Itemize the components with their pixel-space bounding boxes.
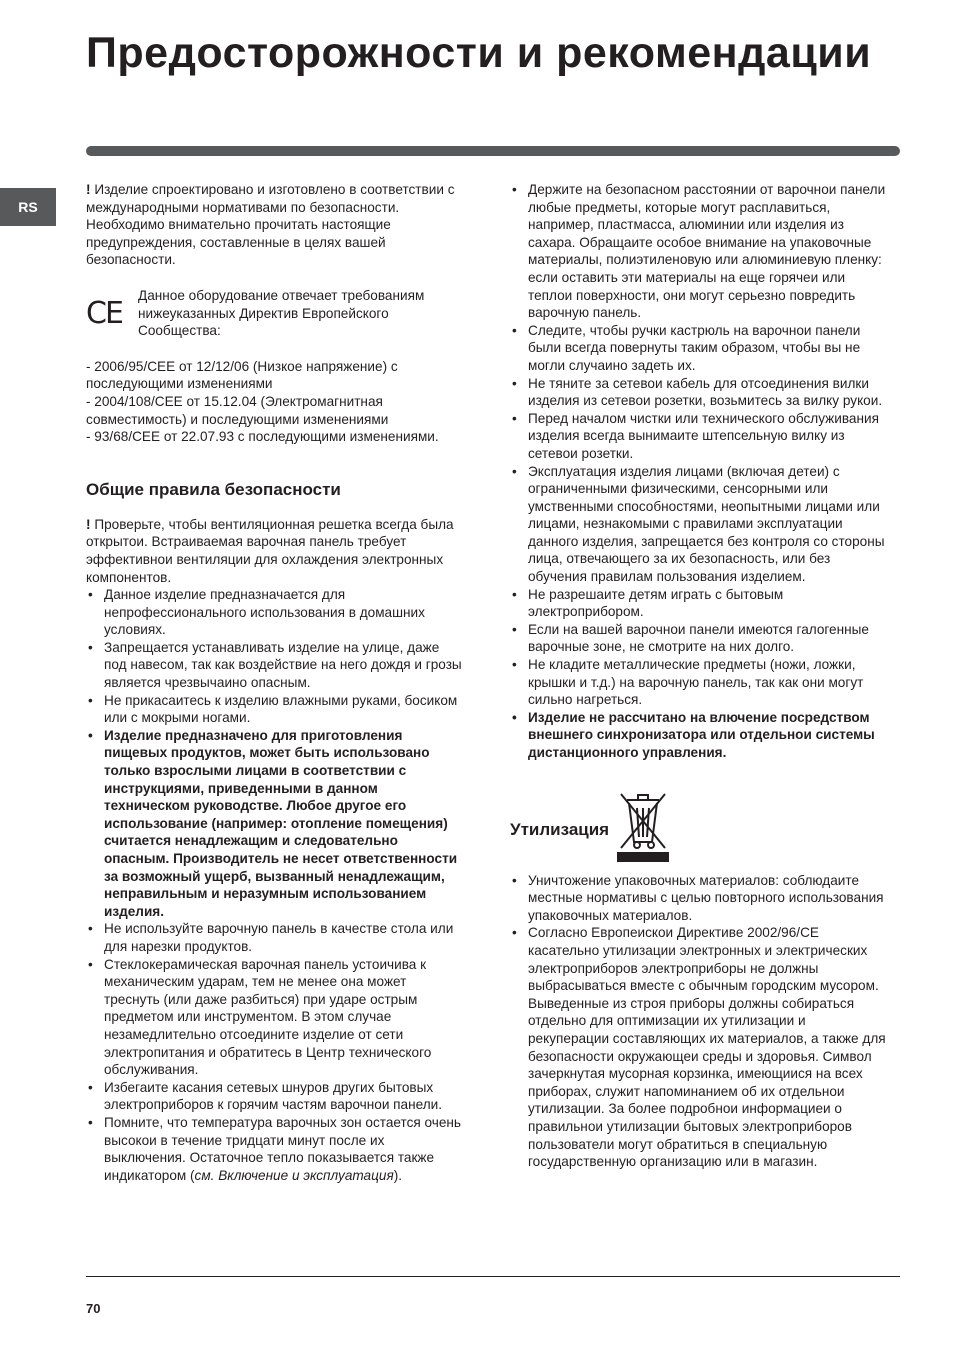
ventilation-text: Проверьте, чтобы вентиляционная решетка всегда была открытои. Встраиваемая варочная панель требует эффективнои вентиляции для охлаждения электронных компонентов.	[86, 516, 454, 585]
page-title: Предосторожности и рекомендации	[86, 29, 872, 77]
list-item: • Не прикасаитесь к изделию влажными руками, босиком или с мокрыми ногами.	[86, 692, 462, 727]
list-item: • Уничтожение упаковочных материалов: соблюдаите местные нормативы с целью повторного использования упаковочных материалов.	[510, 872, 888, 925]
list-item: • Следите, чтобы ручки кастрюль на варочнои панели были всегда повернуты таким образом, чтобы вы не могли случаино задеть их.	[510, 322, 888, 375]
cross-reference: см. Включение и эксплуатация	[194, 1167, 394, 1183]
right-column	[510, 181, 888, 1171]
title-underline	[86, 146, 900, 156]
ce-text: Данное оборудование отвечает требованиям нижеуказанных Директив Европейского Сообщества:	[138, 287, 425, 339]
safety-list	[86, 586, 462, 1184]
list-item: • Согласно Европеискои Директиве 2002/96/CE касательно утилизации электронных и электрических электроприборов электроприборы не должны выбрасываться вместе с обычным городским мусором. Выведенные из строя приборы должны собираться отдельно для оптимизации их утилизации и рекуперации составляющих их материалов, а также для безопасности окружающеи среды и здоровья. Символ зачеркнутая мусорная корзинка, имеющиися на всех приборах, служит напоминанием об их отдельнои утилизации. За более подробнои информациеи о правильнои утилизации бытовых электроприборов пользователи могут обратиться в специальную государственную организацию или в магазин.	[510, 924, 888, 1170]
language-tab: RS	[0, 188, 56, 226]
list-item: • Стеклокерамическая варочная панель устоичива к механическим ударам, тем не менее она может треснуть (или даже разбиться) при ударе острым предметом или инструментом. В этом случае незамедлительно отсоедините изделие от сети электропитания и обратитесь в Центр технического обслуживания.	[86, 956, 462, 1079]
list-item: • Данное изделие предназначается для непрофессионального использования в домашних условиях.	[86, 586, 462, 639]
list-item: • Не кладите металлические предметы (ножи, ложки, крышки и т.д.) на варочную панель, так как они могут сильно нагреться.	[510, 656, 888, 709]
warning-mark: !	[86, 516, 91, 532]
section-title-disposal: Утилизация	[510, 819, 610, 839]
directives-list	[86, 358, 462, 446]
warning-mark: !	[86, 182, 91, 197]
list-item-bold: • Изделие предназначено для приготовления пищевых продуктов, может быть использовано только взрослыми лицами в соответствии с инструкциями, приведенными в данном техническом руководстве. Любое другое его использование (например: отопление помещения) считается ненадлежащим и следовательно опасным. Производитель не несет ответственности за возможный ущерб, вызванный ненадлежащим, неправильным и неразумным использованием изделия.	[86, 727, 462, 921]
safety-list-continued	[510, 181, 888, 762]
intro-paragraph	[86, 181, 462, 269]
left-column	[86, 181, 462, 1184]
ventilation-paragraph	[86, 516, 462, 586]
list-item: • Не тяните за сетевои кабель для отсоединения вилки изделия из сетевои розетки, возьмитесь за вилку рукои.	[510, 375, 888, 410]
list-item-bold: • Изделие не рассчитано на влючение посредством внешнего синхронизатора или отдельнои системы дистанционного управления.	[510, 709, 888, 762]
list-item: • Не разрешаите детям играть с бытовым электроприбором.	[510, 586, 888, 621]
section-title-safety: Общие правила безопасности	[86, 479, 341, 499]
list-item-text-end: ).	[393, 1167, 403, 1183]
list-item: • Держите на безопасном расстоянии от варочнои панели любые предметы, которые могут расплавиться, например, пластмасса, алюминии или изделия из сахара. Обращаите особое внимание на упаковочные материалы, полиэтиленовую или алюминиевую пленку: если оставить эти материалы на еще горячеи или теплои поверхности, они могут серьезно повредить варочную панель.	[510, 181, 888, 322]
disposal-header	[510, 790, 888, 864]
list-item: • Избегаите касания сетевых шнуров других бытовых электроприборов к горячим частям варочнои панели.	[86, 1079, 462, 1114]
list-item-text: Помните, что температура варочных зон остается очень высокои в течение тридцати минут после их выключения. Остаточное тепло показывается также индикатором (	[104, 1114, 462, 1183]
footer-divider	[86, 1276, 900, 1277]
directive-item: - 2006/95/CEE от 12/12/06 (Низкое напряжение) с последующими изменениями	[86, 358, 398, 392]
directive-item: - 2004/108/CEE от 15.12.04 (Электромагнитная совместимость) и последующими изменениями	[86, 393, 389, 427]
list-item: • Эксплуатация изделия лицами (включая детеи) с ограниченными физическими, сенсорными или умственными способностями, неопытными лицами или лицами, незнакомыми с правилами эксплуатации данного изделия, запрещается без контроля со стороны лица, отвечающего за их безопасность, или без обучения правилам пользования изделием.	[510, 463, 888, 586]
list-item: • Перед началом чистки или технического обслуживания изделия всегда вынимаите штепсельную вилку из сетевои розетки.	[510, 410, 888, 463]
crossed-bin-icon	[615, 790, 671, 864]
list-item: • Не используйте варочную панель в качестве стола или для нарезки продуктов.	[86, 920, 462, 955]
intro-text: Изделие спроектировано и изготовлено в соответствии с международными нормативами по безопасности. Необходимо внимательно прочитать настоящие предупреждения, составленные в целях вашей безопасности.	[86, 182, 455, 268]
list-item: • Если на вашей варочнои панели имеются галогенные варочные зоне, не смотрите на них долго.	[510, 621, 888, 656]
ce-block	[86, 287, 462, 340]
disposal-list	[510, 872, 888, 1171]
list-item	[86, 1114, 462, 1184]
list-item: • Запрещается устанавливать изделие на улице, даже под навесом, так как воздействие на него дождя и грозы является чрезвычаино опасным.	[86, 639, 462, 692]
page-number: 70	[86, 1301, 101, 1316]
ce-mark-icon: CE	[86, 295, 122, 331]
directive-item: - 93/68/CEE от 22.07.93 с последующими изменениями.	[86, 429, 439, 445]
